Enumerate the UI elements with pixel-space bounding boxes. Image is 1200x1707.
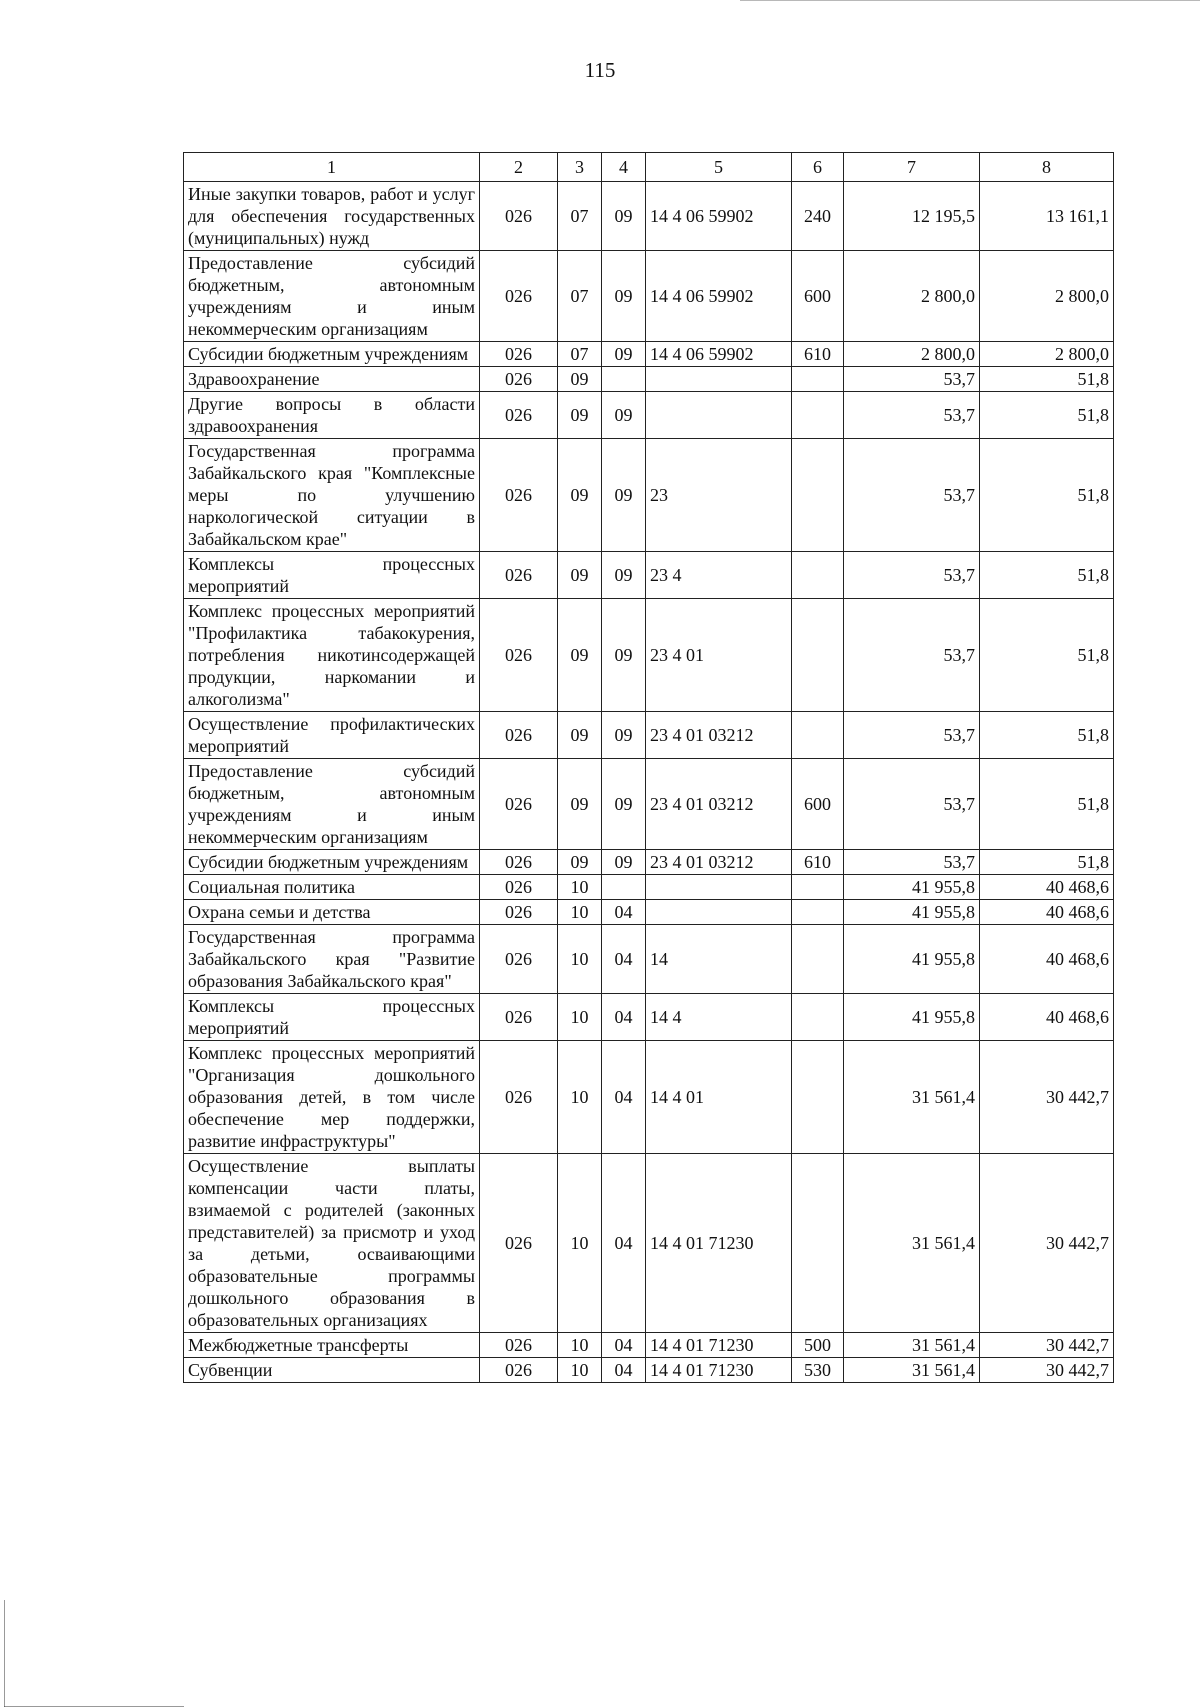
expense-type-code (792, 392, 844, 439)
section-code: 07 (558, 251, 602, 342)
admin-code: 026 (480, 392, 558, 439)
amount-year-2: 51,8 (980, 439, 1114, 552)
row-name: Другие вопросы в области здравоохранения (184, 392, 480, 439)
section-code: 09 (558, 599, 602, 712)
row-name: Предоставление субсидий бюджетным, автономным учреждениям и иным некоммерческим организациям (184, 251, 480, 342)
table-row (184, 1154, 1114, 1333)
table-row (184, 850, 1114, 875)
table-row (184, 182, 1114, 251)
subsection-code: 09 (602, 342, 646, 367)
target-article-code: 14 4 01 (646, 1041, 792, 1154)
table-row (184, 1358, 1114, 1383)
table-row (184, 994, 1114, 1041)
amount-year-2: 30 442,7 (980, 1041, 1114, 1154)
admin-code: 026 (480, 875, 558, 900)
amount-year-2: 13 161,1 (980, 182, 1114, 251)
target-article-code: 14 4 06 59902 (646, 251, 792, 342)
section-code: 10 (558, 1154, 602, 1333)
target-article-code (646, 367, 792, 392)
amount-year-2: 51,8 (980, 850, 1114, 875)
table-row (184, 712, 1114, 759)
amount-year-1: 31 561,4 (844, 1154, 980, 1333)
subsection-code: 04 (602, 900, 646, 925)
row-name: Субсидии бюджетным учреждениям (184, 342, 480, 367)
row-name: Комплексы процессных мероприятий (184, 552, 480, 599)
expense-type-code (792, 1154, 844, 1333)
admin-code: 026 (480, 439, 558, 552)
target-article-code (646, 875, 792, 900)
amount-year-2: 2 800,0 (980, 251, 1114, 342)
section-code: 09 (558, 392, 602, 439)
target-article-code: 14 4 06 59902 (646, 342, 792, 367)
section-code: 09 (558, 367, 602, 392)
row-name: Комплекс процессных мероприятий "Организация дошкольного образования детей, в том числе обеспечение мер поддержки, развитие инфраструктуры" (184, 1041, 480, 1154)
column-header: 3 (558, 153, 602, 182)
section-code: 10 (558, 875, 602, 900)
expense-type-code: 610 (792, 342, 844, 367)
amount-year-2: 30 442,7 (980, 1358, 1114, 1383)
column-header: 4 (602, 153, 646, 182)
row-name: Межбюджетные трансферты (184, 1333, 480, 1358)
section-code: 07 (558, 342, 602, 367)
expense-type-code: 500 (792, 1333, 844, 1358)
expense-type-code (792, 994, 844, 1041)
subsection-code: 04 (602, 1358, 646, 1383)
target-article-code: 14 4 01 71230 (646, 1333, 792, 1358)
table-body (184, 182, 1114, 1383)
table-row (184, 900, 1114, 925)
column-header: 6 (792, 153, 844, 182)
expense-type-code (792, 875, 844, 900)
section-code: 09 (558, 712, 602, 759)
section-code: 10 (558, 994, 602, 1041)
target-article-code: 23 4 01 03212 (646, 712, 792, 759)
amount-year-1: 53,7 (844, 552, 980, 599)
admin-code: 026 (480, 182, 558, 251)
row-name: Осуществление профилактических мероприятий (184, 712, 480, 759)
subsection-code: 04 (602, 925, 646, 994)
page-number: 115 (584, 58, 616, 82)
section-code: 07 (558, 182, 602, 251)
table-row (184, 599, 1114, 712)
amount-year-1: 53,7 (844, 367, 980, 392)
target-article-code: 14 (646, 925, 792, 994)
table-row (184, 251, 1114, 342)
target-article-code: 23 4 01 03212 (646, 850, 792, 875)
scan-edge-top (740, 0, 1200, 1)
admin-code: 026 (480, 994, 558, 1041)
amount-year-1: 53,7 (844, 759, 980, 850)
row-name: Осуществление выплаты компенсации части платы, взимаемой с родителей (законных представителей) за присмотр и уход за детьми, осваивающими образовательные программы дошкольного образования в образовательных организациях (184, 1154, 480, 1333)
expense-type-code (792, 367, 844, 392)
table-row (184, 925, 1114, 994)
table-row (184, 439, 1114, 552)
admin-code: 026 (480, 900, 558, 925)
target-article-code (646, 392, 792, 439)
target-article-code: 14 4 01 71230 (646, 1154, 792, 1333)
amount-year-1: 53,7 (844, 712, 980, 759)
row-name: Субвенции (184, 1358, 480, 1383)
amount-year-2: 51,8 (980, 392, 1114, 439)
row-name: Субсидии бюджетным учреждениям (184, 850, 480, 875)
admin-code: 026 (480, 1041, 558, 1154)
column-header: 5 (646, 153, 792, 182)
target-article-code: 23 4 01 03212 (646, 759, 792, 850)
amount-year-2: 51,8 (980, 599, 1114, 712)
scan-edge-left (4, 1600, 5, 1707)
amount-year-2: 30 442,7 (980, 1333, 1114, 1358)
expense-type-code: 240 (792, 182, 844, 251)
row-name: Государственная программа Забайкальского края "Развитие образования Забайкальского края" (184, 925, 480, 994)
expense-type-code (792, 439, 844, 552)
amount-year-1: 53,7 (844, 599, 980, 712)
amount-year-2: 2 800,0 (980, 342, 1114, 367)
subsection-code: 09 (602, 439, 646, 552)
row-name: Здравоохранение (184, 367, 480, 392)
admin-code: 026 (480, 712, 558, 759)
admin-code: 026 (480, 367, 558, 392)
admin-code: 026 (480, 1154, 558, 1333)
expense-type-code (792, 712, 844, 759)
section-code: 09 (558, 439, 602, 552)
admin-code: 026 (480, 342, 558, 367)
target-article-code (646, 900, 792, 925)
amount-year-2: 40 468,6 (980, 925, 1114, 994)
budget-table (183, 152, 1114, 1383)
expense-type-code (792, 599, 844, 712)
admin-code: 026 (480, 759, 558, 850)
amount-year-1: 41 955,8 (844, 994, 980, 1041)
admin-code: 026 (480, 925, 558, 994)
table-row (184, 342, 1114, 367)
column-header: 7 (844, 153, 980, 182)
table-row (184, 1041, 1114, 1154)
table-row (184, 759, 1114, 850)
subsection-code: 09 (602, 251, 646, 342)
amount-year-1: 12 195,5 (844, 182, 980, 251)
table-row (184, 552, 1114, 599)
subsection-code (602, 875, 646, 900)
expense-type-code (792, 900, 844, 925)
amount-year-1: 41 955,8 (844, 900, 980, 925)
section-code: 10 (558, 900, 602, 925)
table-row (184, 1333, 1114, 1358)
amount-year-2: 51,8 (980, 712, 1114, 759)
section-code: 10 (558, 925, 602, 994)
amount-year-2: 51,8 (980, 759, 1114, 850)
admin-code: 026 (480, 1333, 558, 1358)
subsection-code (602, 367, 646, 392)
amount-year-2: 40 468,6 (980, 900, 1114, 925)
table-row (184, 367, 1114, 392)
row-name: Охрана семьи и детства (184, 900, 480, 925)
admin-code: 026 (480, 552, 558, 599)
amount-year-1: 31 561,4 (844, 1333, 980, 1358)
row-name: Комплекс процессных мероприятий "Профилактика табакокурения, потребления никотинсодержащей продукции, наркомании и алкоголизма" (184, 599, 480, 712)
row-name: Социальная политика (184, 875, 480, 900)
admin-code: 026 (480, 850, 558, 875)
expense-type-code: 530 (792, 1358, 844, 1383)
row-name: Иные закупки товаров, работ и услуг для обеспечения государственных (муниципальных) нужд (184, 182, 480, 251)
row-name: Государственная программа Забайкальского края "Комплексные меры по улучшению наркологической ситуации в Забайкальском крае" (184, 439, 480, 552)
table-row (184, 392, 1114, 439)
subsection-code: 04 (602, 994, 646, 1041)
row-name: Комплексы процессных мероприятий (184, 994, 480, 1041)
admin-code: 026 (480, 1358, 558, 1383)
amount-year-1: 31 561,4 (844, 1041, 980, 1154)
amount-year-2: 40 468,6 (980, 994, 1114, 1041)
section-code: 10 (558, 1041, 602, 1154)
row-name: Предоставление субсидий бюджетным, автономным учреждениям и иным некоммерческим организациям (184, 759, 480, 850)
target-article-code: 23 4 01 (646, 599, 792, 712)
subsection-code: 09 (602, 182, 646, 251)
target-article-code: 23 (646, 439, 792, 552)
subsection-code: 09 (602, 599, 646, 712)
expense-type-code (792, 552, 844, 599)
amount-year-1: 53,7 (844, 392, 980, 439)
header-row (184, 153, 1114, 182)
amount-year-2: 40 468,6 (980, 875, 1114, 900)
section-code: 10 (558, 1358, 602, 1383)
subsection-code: 04 (602, 1154, 646, 1333)
section-code: 09 (558, 552, 602, 599)
amount-year-1: 2 800,0 (844, 342, 980, 367)
amount-year-1: 41 955,8 (844, 925, 980, 994)
column-header: 2 (480, 153, 558, 182)
column-header: 1 (184, 153, 480, 182)
subsection-code: 09 (602, 552, 646, 599)
admin-code: 026 (480, 599, 558, 712)
admin-code: 026 (480, 251, 558, 342)
section-code: 10 (558, 1333, 602, 1358)
section-code: 09 (558, 850, 602, 875)
subsection-code: 09 (602, 712, 646, 759)
target-article-code: 14 4 01 71230 (646, 1358, 792, 1383)
expense-type-code: 600 (792, 759, 844, 850)
target-article-code: 23 4 (646, 552, 792, 599)
amount-year-1: 41 955,8 (844, 875, 980, 900)
subsection-code: 09 (602, 759, 646, 850)
table-row (184, 875, 1114, 900)
amount-year-2: 30 442,7 (980, 1154, 1114, 1333)
expense-type-code (792, 925, 844, 994)
target-article-code: 14 4 06 59902 (646, 182, 792, 251)
column-header: 8 (980, 153, 1114, 182)
subsection-code: 09 (602, 850, 646, 875)
amount-year-2: 51,8 (980, 367, 1114, 392)
subsection-code: 09 (602, 392, 646, 439)
subsection-code: 04 (602, 1041, 646, 1154)
target-article-code: 14 4 (646, 994, 792, 1041)
amount-year-2: 51,8 (980, 552, 1114, 599)
amount-year-1: 31 561,4 (844, 1358, 980, 1383)
expense-type-code (792, 1041, 844, 1154)
amount-year-1: 53,7 (844, 850, 980, 875)
subsection-code: 04 (602, 1333, 646, 1358)
expense-type-code: 600 (792, 251, 844, 342)
amount-year-1: 53,7 (844, 439, 980, 552)
section-code: 09 (558, 759, 602, 850)
expense-type-code: 610 (792, 850, 844, 875)
amount-year-1: 2 800,0 (844, 251, 980, 342)
